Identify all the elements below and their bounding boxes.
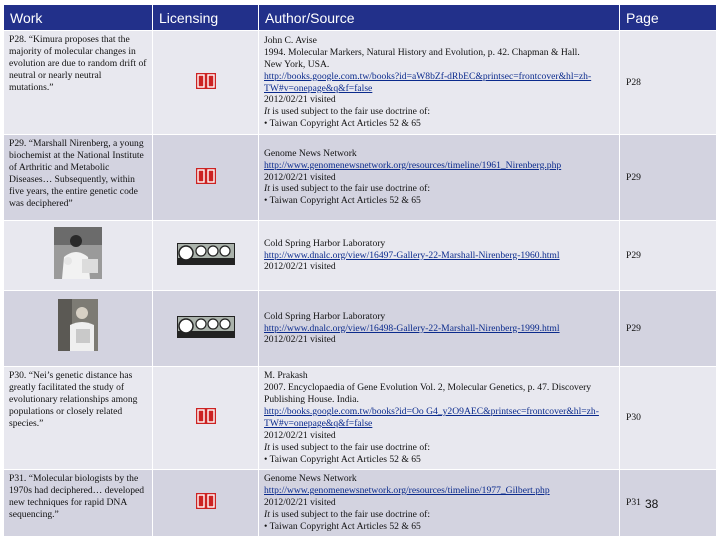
license-cell [153, 31, 259, 135]
fair-use-note [264, 442, 615, 454]
column-header-page: Page [620, 5, 717, 31]
visited-date: 2012/02/21 visited [264, 261, 336, 273]
work-cell: P30. “Nei’s genetic distance has greatly facilitated the study of evolutionary relationships among populations or closely related species.” [4, 367, 153, 470]
source-link[interactable]: http://www.genomenewsnetwork.org/resources/timeline/1977_Gilbert.php [264, 484, 550, 496]
page-cell: P29 [620, 291, 717, 367]
source-link[interactable]: http://www.genomenewsnetwork.org/resources/timeline/1961_Nirenberg.php [264, 159, 562, 171]
public-domain-icon [195, 72, 217, 94]
license-cell [153, 470, 259, 537]
fair-use-text: is used subject to the fair use doctrine of: [269, 441, 430, 453]
fair-use-text: is used subject to the fair use doctrine of: [269, 508, 430, 520]
copyright-act: • Taiwan Copyright Act Articles 52 & 65 [264, 195, 421, 207]
fair-use-lead: It [264, 508, 270, 520]
cc-by-nc-sa-icon [177, 243, 235, 269]
copyright-act: • Taiwan Copyright Act Articles 52 & 65 [264, 118, 421, 130]
source-link[interactable]: http://books.google.com.tw/books?id=Oo G4_y2O9AEC&printsec=frontcover&hl=zh- [264, 406, 599, 418]
visited-date: 2012/02/21 visited [264, 429, 336, 441]
page-cell: P28 [620, 31, 717, 135]
fair-use-note [264, 183, 615, 195]
source-line: John C. Avise [264, 34, 317, 46]
visited-date: 2012/02/21 visited [264, 171, 336, 183]
page-cell: P29 [620, 221, 717, 291]
page-cell: P31 [620, 470, 717, 537]
author-cell [259, 470, 620, 537]
source-link[interactable]: http://www.dnalc.org/view/16498-Gallery-22-Marshall-Nirenberg-1999.html [264, 322, 560, 334]
table-row [4, 291, 717, 367]
nirenberg-1999-photo [58, 299, 98, 355]
source-line: New York, USA. [264, 58, 330, 70]
header-row [4, 5, 717, 31]
cc-by-nc-sa-icon [177, 316, 235, 342]
table-row [4, 470, 717, 537]
table-row [4, 367, 717, 470]
source-line: Publishing House. India. [264, 394, 359, 406]
author-cell [259, 291, 620, 367]
public-domain-icon [195, 167, 217, 189]
license-cell [153, 135, 259, 221]
source-line: Cold Spring Harbor Laboratory [264, 310, 386, 322]
work-cell: P31. “Molecular biologists by the 1970s had deciphered… developed new techniques for rapid DNA sequencing.” [4, 470, 153, 537]
source-link[interactable]: TW#v=onepage&q&f=false [264, 82, 373, 94]
copyright-act: • Taiwan Copyright Act Articles 52 & 65 [264, 453, 421, 465]
credits-table [3, 4, 717, 537]
source-line: Genome News Network [264, 473, 357, 484]
page-cell: P30 [620, 367, 717, 470]
work-cell [4, 221, 153, 291]
table-row [4, 221, 717, 291]
author-cell [259, 31, 620, 135]
visited-date: 2012/02/21 visited [264, 496, 336, 508]
work-cell [4, 291, 153, 367]
author-cell [259, 367, 620, 470]
license-cell [153, 291, 259, 367]
table-row [4, 135, 717, 221]
page-cell: P29 [620, 135, 717, 221]
column-header-licensing: Licensing [153, 5, 259, 31]
license-cell [153, 367, 259, 470]
copyright-act: • Taiwan Copyright Act Articles 52 & 65 [264, 520, 421, 532]
fair-use-lead: It [264, 183, 270, 195]
fair-use-lead: It [264, 106, 270, 118]
visited-date: 2012/02/21 visited [264, 334, 336, 346]
column-header-work: Work [4, 5, 153, 31]
table-row [4, 31, 717, 135]
work-cell: P28. “Kimura proposes that the majority of molecular changes in evolution are due to random drift of neutral or nearly neutral mutations.” [4, 31, 153, 135]
public-domain-icon [195, 492, 217, 514]
source-line: 2007. Encyclopaedia of Gene Evolution Vol. 2, Molecular Genetics, p. 47. Discovery [264, 382, 592, 394]
license-cell [153, 221, 259, 291]
public-domain-icon [195, 407, 217, 429]
work-cell: P29. “Marshall Nirenberg, a young biochemist at the National Institute of Arthritic and Metabolic Diseases… Subsequently, within five years, the entire genetic code was deciphered” [4, 135, 153, 221]
slide-number: 38 [645, 497, 659, 511]
visited-date: 2012/02/21 visited [264, 94, 336, 106]
fair-use-note [264, 106, 615, 118]
fair-use-text: is used subject to the fair use doctrine of: [269, 106, 430, 118]
fair-use-lead: It [264, 441, 270, 453]
source-line: Genome News Network [264, 147, 357, 159]
author-cell [259, 135, 620, 221]
source-line: Cold Spring Harbor Laboratory [264, 237, 386, 249]
column-header-author: Author/Source [259, 5, 620, 31]
author-cell [259, 221, 620, 291]
source-link[interactable]: http://www.dnalc.org/view/16497-Gallery-22-Marshall-Nirenberg-1960.html [264, 249, 560, 261]
nirenberg-1960-photo [54, 227, 102, 283]
source-line: 1994. Molecular Markers, Natural History and Evolution, p. 42. Chapman & Hall. [264, 46, 580, 58]
source-line: M. Prakash [264, 370, 308, 382]
fair-use-text: is used subject to the fair use doctrine of: [269, 183, 430, 195]
fair-use-note [264, 509, 615, 521]
source-link[interactable]: http://books.google.com.tw/books?id=aW8bZf-dRbEC&printsec=frontcover&hl=zh- [264, 70, 592, 82]
source-link[interactable]: TW#v=onepage&q&f=false [264, 418, 373, 429]
